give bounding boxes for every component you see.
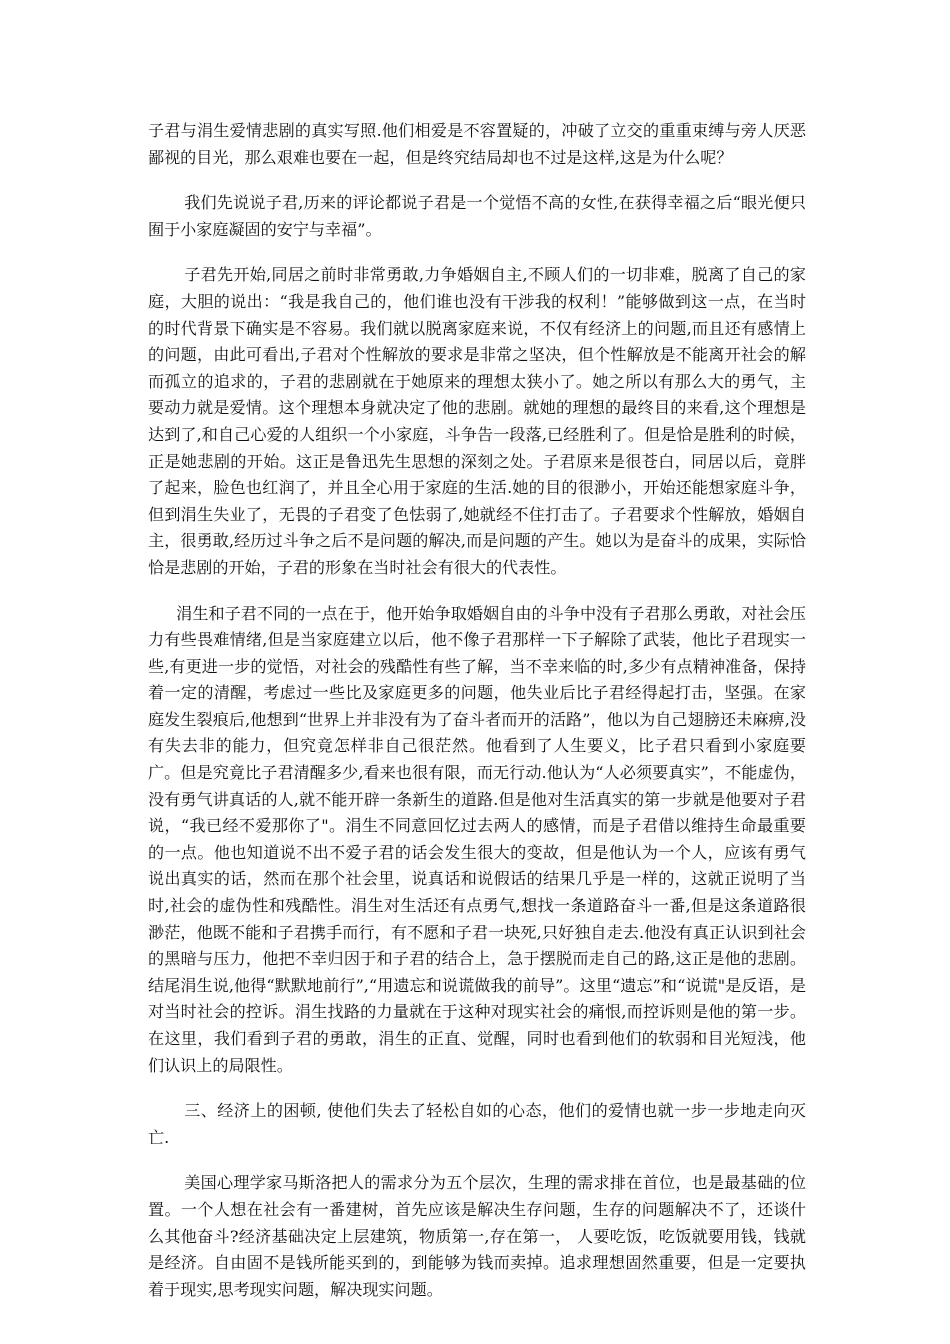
paragraph-juansheng-analysis: 涓生和子君不同的一点在于，他开始争取婚姻自由的斗争中没有子君那么勇敢，对社会压力有些畏难情绪,但是当家庭建立以后，他不像子君那样一下子解除了武装，他比子君现实一些,有更进一步的觉悟，对社会的残酷性有些了解，当不幸来临的时,多少有点精神准备，保持着一定的清醒，考虑过一些比及家庭更多的问题，他失业后比子君经得起打击，坚强。在家庭发生裂痕后,他想到“世界上并非没有为了奋斗者而开的活路”，他以为自己翅膀还未麻痹,没有失去非的能力，但究竟怎样非自己很茫然。他看到了人生要义，比子君只看到小家庭要广。但是究竟比子君清醒多少,看来也很有限，而无行动.他认为“人必须要真实”，不能虚伪，没有勇气讲真话的人,就不能开辟一条新生的道路.但是他对生活真实的第一步就是他要对子君说，“我已经不爱那你了"。涓生不同意回忆过去两人的感情，而是子君借以维持生命最重要的一点。他也知道说不出不爱子君的话会发生很大的变故，但是他认为一个人，应该有勇气说出真实的话，然而在那个社会里，说真话和说假话的结果几乎是一样的，这就正说明了当时,社会的虚伪性和残酷性。涓生对生活还有点勇气,想找一条道路奋斗一番,但是这条道路很渺茫，他既不能和子君携手而行，有不愿和子君一块死,只好独自走去.他没有真正认识到社会的黑暗与压力，他把不幸归因于和子君的结合上，急于摆脱而走自己的路,这正是他的悲剧。结尾涓生说,他得“默默地前行”,“用遗忘和说谎做我的前导”。这里“遗忘”和“说谎"是反语，是对当时社会的控诉。涓生找路的力量就在于这种对现实社会的痛恨,而控诉则是他的第一步。在这里，我们看到子君的勇敢，涓生的正直、觉醒，同时也看到他们的软弱和目光短浅，他们认识上的局限性。 (148, 603, 806, 1075)
paragraph-zijun-analysis: 子君先开始,同居之前时非常勇敢,力争婚姻自主,不顾人们的一切非难，脱离了自己的家庭，大胆的说出：“我是我自己的，他们谁也没有干涉我的权利！”能够做到这一点，在当时的时代背景下确实是不容易。我们就以脱离家庭来说，不仅有经济上的问题,而且还有感情上的问题，由此可看出,子君对个性解放的要求是非常之坚决，但个性解放是不能离开社会的解而孤立的追求的，子君的悲剧就在于她原来的理想太狭小了。她之所以有那么大的勇气，主要动力就是爱情。这个理想本身就决定了他的悲剧。就她的理想的最终目的来看,这个理想是达到了,和自己心爱的人组织一个小家庭，斗争告一段落,已经胜利了。但是恰是胜利的时候，正是她悲剧的开始。这正是鲁迅先生思想的深刻之处。子君原来是很苍白，同居以后，竟胖了起来，脸色也红润了，并且全心用于家庭的生活.她的目的很渺小，开始还能想家庭斗争，但到涓生失业了，无畏的子君变了色怯弱了,她就经不住打击了。子君要求个性解放，婚姻自主，很勇敢,经历过斗争之后不是问题的解决,而是问题的产生。她以为是奋斗的成果，实际恰恰是悲剧的开始，子君的形象在当时社会有很大的代表性。 (148, 265, 806, 577)
paragraph-maslow: 美国心理学家马斯洛把人的需求分为五个层次，生理的需求排在首位，也是最基础的位置。一个人想在社会有一番建树，首先应该是解决生存问题，生存的问题解决不了，还谈什么其他奋斗?经济基础决定上层建筑，物质第一,存在第一， 人要吃饭，吃饭就要用钱，钱就是经济。自由固不是钱所能买到的，到能够为钱而卖掉。追求理想固然重要，但是一定要执着于现实,思考现实问题，解决现实问题。 (148, 1173, 806, 1299)
paragraph-intro: 子君与涓生爱情悲剧的真实写照.他们相爱是不容置疑的，冲破了立交的重重束缚与旁人厌恶鄙视的目光，那么艰难也要在一起，但是终究结局却也不过是这样,这是为什么呢？ (148, 121, 806, 167)
document-page (148, 118, 806, 1322)
paragraph-section-three-heading: 三、经济上的困顿, 使他们失去了轻松自如的心态，他们的爱情也就一步一步地走向灭亡. (148, 1101, 806, 1147)
paragraph-zijun-overview: 我们先说说子君,历来的评论都说子君是一个觉悟不高的女性,在获得幸福之后“眼光便只囿于小家庭凝固的安宁与幸福”。 (148, 193, 806, 239)
